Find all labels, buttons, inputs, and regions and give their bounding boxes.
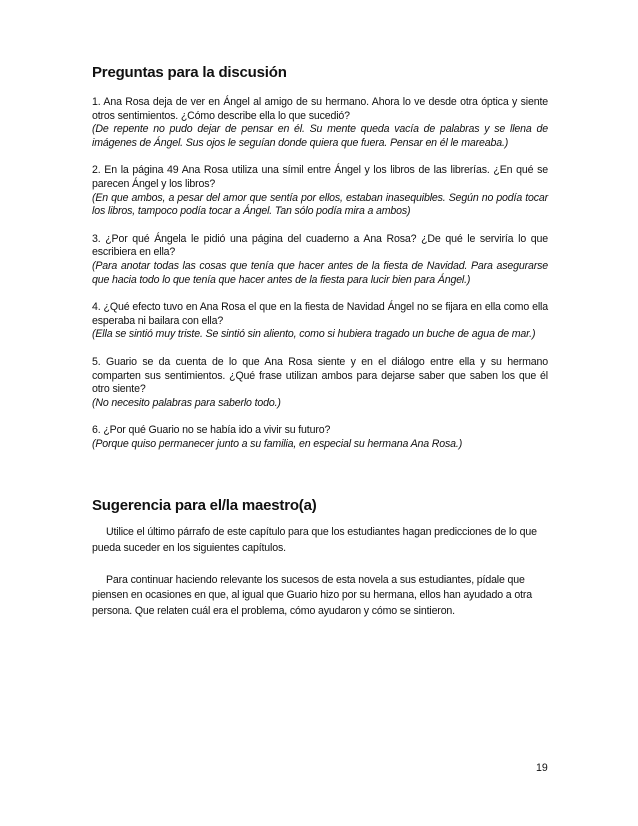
question-block-4 (92, 301, 548, 342)
answer-text: (Para anotar todas las cosas que tenía que hacer antes de la fiesta de Navidad. Para asegurarse que hacia todo lo que tenía que hacer antes de la fiesta para lucir bien para Ángel.) (92, 259, 548, 286)
answer-text: (Porque quiso permanecer junto a su familia, en especial su hermana Ana Rosa.) (92, 437, 463, 450)
answer-text: (Ella se sintió muy triste. Se sintió sin aliento, como si hubiera tragado un buche de agua de mar.) (92, 328, 536, 341)
suggestion-paragraph-1: Utilice el último párrafo de este capítulo para que los estudiantes hagan predicciones de lo que pueda suceder en los siguientes capítulos. (92, 526, 537, 555)
question-text: 5. Guario se da cuenta de lo que Ana Rosa siente y en el diálogo entre ella y su hermano comparten sus sentimientos. ¿Qué frase utilizan ambos para dejarse saber que saben los que él otro siente? (92, 355, 548, 396)
question-text: 6. ¿Por qué Guario no se había ido a vivir su futuro? (92, 424, 331, 437)
question-block-2 (92, 164, 548, 218)
teacher-suggestion-section (92, 497, 548, 619)
question-text: 4. ¿Qué efecto tuvo en Ana Rosa el que en la fiesta de Navidad Ángel no se fijara en ella como ella esperaba ni bailara con ella? (92, 301, 548, 327)
section-heading-teacher-suggestion: Sugerencia para el/la maestro(a) (92, 497, 317, 515)
question-block-5 (92, 356, 548, 410)
question-block-3 (92, 233, 548, 287)
question-block-6 (92, 424, 548, 451)
suggestion-paragraph-2: Para continuar haciendo relevante los sucesos de esta novela a sus estudiantes, pídale que piensen en ocasiones en que, al igual que Guario hizo por su hermana, ellos han ayudado a otra persona. Que relaten cuál era el problema, cómo ayudaron y cómo se sintieron. (92, 573, 532, 617)
answer-text: (No necesito palabras para saberlo todo.) (92, 396, 281, 409)
question-text: 1. Ana Rosa deja de ver en Ángel al amigo de su hermano. Ahora lo ve desde otra óptica y siente otros sentimientos. ¿Cómo describe ella lo que sucedió? (92, 96, 548, 122)
page-number: 19 (536, 762, 548, 774)
question-text: 2. En la página 49 Ana Rosa utiliza una símil entre Ángel y los libros de las librerías. ¿En qué se parecen Ángel y los libros? (92, 164, 548, 190)
page-content (92, 64, 548, 635)
question-text: 3. ¿Por qué Ángela le pidió una página del cuaderno a Ana Rosa? ¿De qué le serviría lo que escribiera en ella? (92, 232, 548, 259)
answer-text: (En que ambos, a pesar del amor que sentía por ellos, estaban inasequibles. Según no podía tocar los libros, tampoco podía tocar a Ángel. Tan sólo podía mira a ambos) (92, 191, 548, 218)
question-block-1 (92, 96, 548, 150)
answer-text: (De repente no pudo dejar de pensar en él. Su mente queda vacía de palabras y se llena de imágenes de Ángel. Sus ojos le seguían donde quiera que fuera. Pensar en él le mareaba.) (92, 123, 548, 149)
section-heading-discussion: Preguntas para la discusión (92, 64, 287, 81)
discussion-questions-section (92, 64, 548, 451)
